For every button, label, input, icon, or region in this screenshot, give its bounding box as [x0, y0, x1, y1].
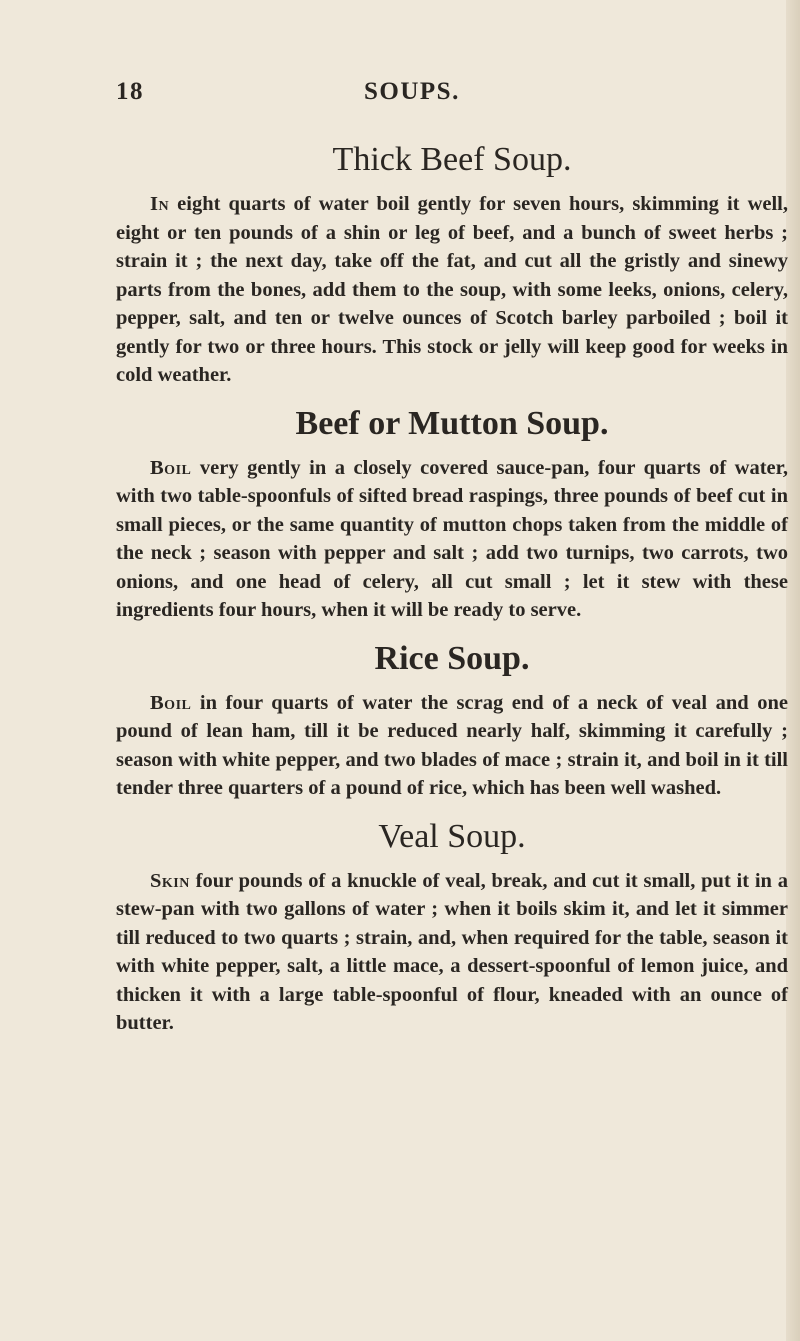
recipe-body — [116, 689, 788, 803]
running-head — [116, 78, 716, 108]
recipe-text: in four quarts of water the scrag end of a neck of veal and one pound of lean ham, till it be reduced nearly half, skimming it carefully ; season with white pepper, and two blades of mace ; strain it, and boil in it till tender three quarters of a pound of rice, which has been well washed. — [116, 691, 788, 799]
page-content — [116, 140, 788, 1052]
recipe-title: Thick Beef Soup. — [332, 141, 572, 178]
recipe-lead-word: Boil — [150, 456, 192, 479]
recipe-rice-soup — [116, 639, 788, 803]
recipe-text: very gently in a closely covered sauce-pan, four quarts of water, with two table-spoonfuls of sifted bread raspings, three pounds of beef cut in small pieces, or the same quantity of mutton chops taken from the middle of the neck ; season with pepper and salt ; add two turnips, two carrots, two onions, and one head of celery, all cut small ; let it stew with these ingredients four hours, when it will be ready to serve. — [116, 456, 788, 621]
recipe-title: Veal Soup. — [378, 817, 526, 855]
recipe-text: eight quarts of water boil gently for seven hours, skimming it well, eight or ten pounds of a shin or leg of beef, and a bunch of sweet herbs ; strain it ; the next day, take off the fat, and cut all the gristly and sinewy parts from the bones, add them to the soup, with some leeks, onions, celery, pepper, salt, and ten or twelve ounces of Scotch barley parboiled ; boil it gently for two or three hours. This stock or jelly will keep good for weeks in cold weather. — [116, 193, 788, 386]
recipe-text: four pounds of a knuckle of veal, break, and cut it small, put it in a stew-pan with two gallons of water ; when it boils skim it, and let it simmer till reduced to two quarts ; strain, and, when required for the table, season it with white pepper, salt, a little mace, a dessert-spoonful of lemon juice, and thicken it with a large table-spoonful of flour, kneaded with an ounce of butter. — [116, 869, 788, 1034]
recipe-body — [116, 190, 788, 390]
recipe-beef-or-mutton-soup — [116, 404, 788, 625]
recipe-lead-word: Boil — [150, 691, 192, 714]
recipe-thick-beef-soup — [116, 140, 788, 390]
recipe-veal-soup — [116, 817, 788, 1038]
recipe-lead-word: Skin — [150, 869, 190, 892]
recipe-body — [116, 454, 788, 625]
recipe-lead-word: In — [150, 193, 170, 215]
running-title: SOUPS. — [364, 78, 460, 105]
recipe-title: Rice Soup. — [374, 639, 530, 677]
page-edge — [786, 0, 800, 1341]
recipe-title: Beef or Mutton Soup. — [295, 404, 609, 442]
recipe-body — [116, 867, 788, 1038]
page-number: 18 — [116, 78, 144, 105]
